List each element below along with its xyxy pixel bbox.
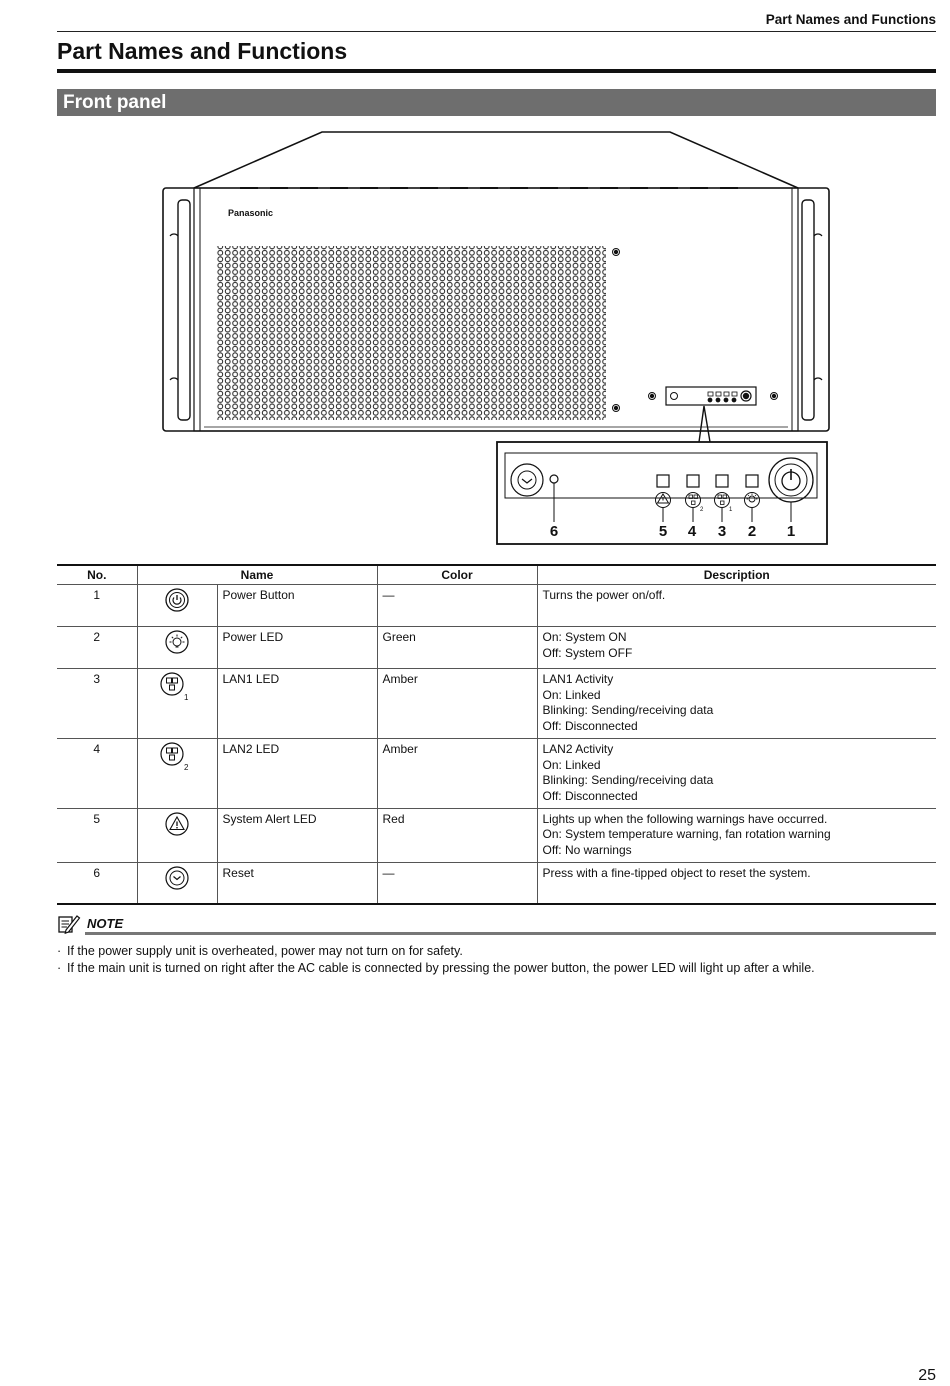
note-item: · If the main unit is turned on right after the AC cable is connected by pressing the power button, the power LED will light up after a while. — [57, 961, 815, 975]
page-title: Part Names and Functions — [57, 38, 348, 64]
description-line: Off: Disconnected — [542, 719, 638, 734]
description-line: Turns the power on/off. — [542, 588, 666, 602]
row-no: 2 — [57, 627, 137, 669]
description-line: Off: System OFF — [542, 645, 633, 660]
note-list — [57, 943, 936, 977]
alert-led-icon — [165, 812, 189, 836]
front-panel-illustration — [150, 128, 840, 553]
row-no: 4 — [57, 738, 137, 808]
note-item: · If the power supply unit is overheated, power may not turn on for safety. — [57, 944, 463, 958]
note-label: NOTE — [87, 916, 124, 931]
table-row — [57, 627, 936, 669]
parts-table — [57, 564, 936, 905]
description-line: Off: No warnings — [542, 843, 632, 858]
header-description: Description — [537, 565, 936, 585]
row-description — [537, 738, 936, 808]
description-line: Blinking: Sending/receiving data — [542, 773, 714, 788]
header-color: Color — [377, 565, 537, 585]
callout-2: 2 — [747, 523, 757, 540]
note-pencil-icon — [57, 913, 81, 935]
callout-1: 1 — [786, 523, 796, 540]
lan1-figure-subscript: 1 — [729, 507, 733, 513]
header-no: No. — [57, 565, 137, 585]
header-name: Name — [137, 565, 377, 585]
power-led-icon — [165, 630, 189, 654]
row-color: Amber — [377, 669, 537, 739]
row-color: Amber — [377, 738, 537, 808]
running-header: Part Names and Functions — [57, 12, 936, 32]
description-line: LAN1 Activity — [542, 672, 614, 686]
note-rule — [85, 932, 936, 935]
table-header-row — [57, 565, 936, 585]
row-description — [537, 627, 936, 669]
row-name: LAN2 LED — [217, 738, 377, 808]
table-row — [57, 585, 936, 627]
description-line: Lights up when the following warnings have occurred. — [542, 811, 828, 826]
row-no: 1 — [57, 585, 137, 627]
callout-5: 5 — [658, 523, 668, 540]
row-no: 3 — [57, 669, 137, 739]
title-rule — [57, 69, 936, 73]
description-line: On: System temperature warning, fan rotation warning — [542, 827, 831, 842]
row-name: LAN1 LED — [217, 669, 377, 739]
row-name: Power LED — [217, 627, 377, 669]
row-description — [537, 808, 936, 862]
callout-4: 4 — [687, 523, 697, 540]
description-line: On: System ON — [542, 630, 627, 644]
lan2-led-icon — [160, 742, 194, 772]
description-line: LAN2 Activity — [542, 741, 614, 756]
row-description — [537, 862, 936, 904]
table-row — [57, 669, 936, 739]
description-line: Press with a fine-tipped object to reset the system. — [542, 865, 811, 880]
row-color: — — [377, 585, 537, 627]
row-description — [537, 585, 936, 627]
row-no: 6 — [57, 862, 137, 904]
brand-logo: Panasonic — [228, 208, 274, 218]
row-name: System Alert LED — [217, 808, 377, 862]
section-title: Front panel — [57, 89, 936, 116]
page-number: 25 — [918, 1367, 936, 1384]
table-row — [57, 808, 936, 862]
row-name: Power Button — [217, 585, 377, 627]
description-line: Blinking: Sending/receiving data — [542, 703, 714, 718]
power-button-icon — [165, 588, 189, 612]
table-row — [57, 862, 936, 904]
lan1-led-icon — [160, 672, 194, 702]
note-header — [57, 913, 936, 935]
lan2-figure-subscript: 2 — [700, 507, 704, 513]
lan2-subscript: 2 — [184, 762, 189, 772]
description-line: Off: Disconnected — [542, 788, 638, 803]
table-row — [57, 738, 936, 808]
row-no: 5 — [57, 808, 137, 862]
row-color: — — [377, 862, 537, 904]
lan1-subscript: 1 — [184, 693, 189, 702]
row-color: Red — [377, 808, 537, 862]
row-description — [537, 669, 936, 739]
row-color: Green — [377, 627, 537, 669]
row-name: Reset — [217, 862, 377, 904]
reset-icon — [165, 866, 189, 890]
description-line: On: Linked — [542, 757, 601, 772]
callout-3: 3 — [717, 523, 727, 540]
callout-6: 6 — [549, 523, 559, 540]
description-line: On: Linked — [542, 687, 601, 702]
